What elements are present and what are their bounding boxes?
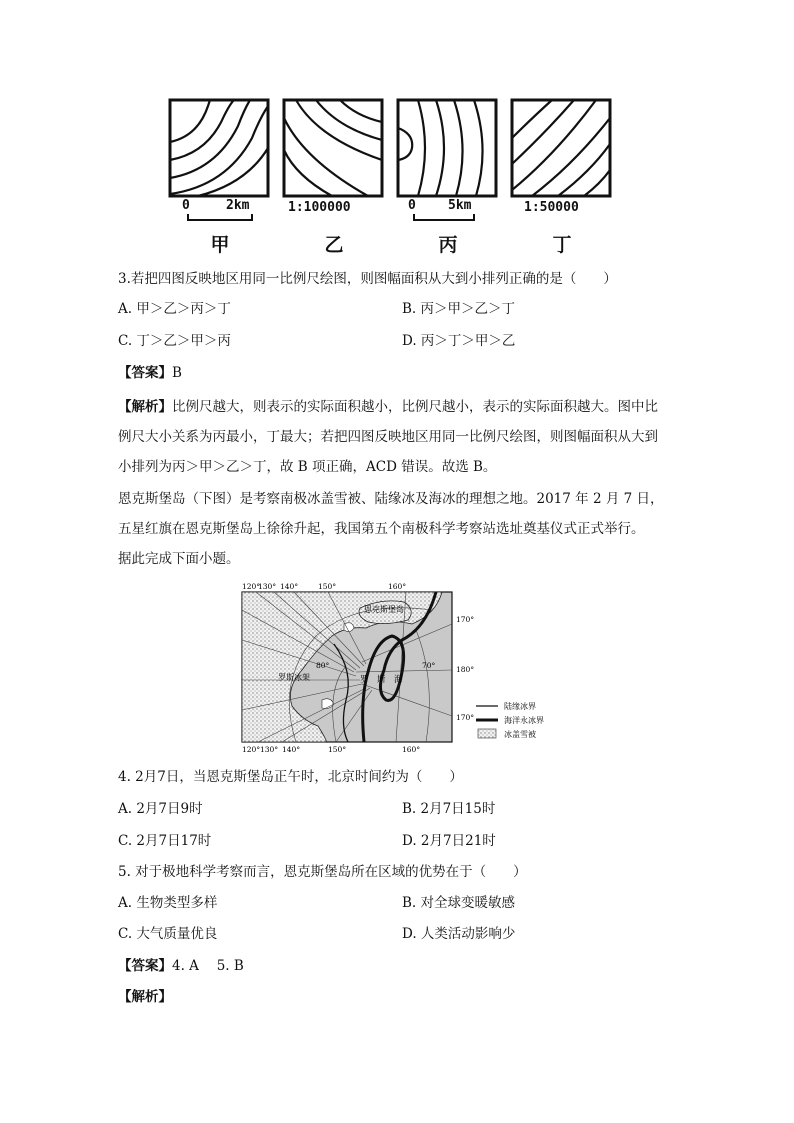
answer-value: B [172,365,182,381]
q45-answer [118,955,244,977]
q45-analysis-label: 【解析】 [118,989,172,1005]
intro-paragraph [118,484,664,574]
lon-label-top: 130° [258,582,277,591]
scale-end: 5km [448,198,472,213]
scale-bar [396,200,500,222]
figure-jia [168,98,272,263]
scale-ratio-text: 1:50000 [524,200,579,215]
legend-snow-cover: 冰盖雪被 [504,730,536,739]
scale-ratio-text: 1:100000 [288,200,351,215]
scale-start: 0 [408,198,416,213]
contour-map-jia [168,98,272,198]
q3-analysis [118,392,658,482]
lon-label-right: 180° [456,665,475,674]
q3-answer [118,362,182,384]
figure-label: 乙 [324,234,344,256]
q3-option-a: A. 甲＞乙＞丙＞丁 [118,301,231,317]
q4-option-c: C. 2月7日17时 [118,833,212,849]
q4-option-d: D. 2月7日21时 [402,833,496,849]
q3-option-d: D. 丙＞丁＞甲＞乙 [402,333,516,349]
contour-map-ding [510,98,614,198]
q3-option-c: C. 丁＞乙＞甲＞丙 [118,333,231,349]
figure-label: 甲 [210,234,230,256]
place-label-island: 恩克斯堡岛 [364,605,404,614]
lat-label: 70° [422,661,436,670]
lon-label-bottom: 140° [282,745,301,754]
figure-ding [510,98,614,263]
q5-stem: 5. 对于极地科学考察而言，恩克斯堡岛所在区域的优势在于（ ） [118,864,527,880]
analysis-line: 比例尺越大，则表示的实际面积越小，比例尺越小，表示的实际面积越大。图中比 [172,399,658,415]
map-legend [476,701,544,739]
contour-figures [168,98,608,263]
legend-coastal-ice: 陆缘冰界 [504,702,536,711]
lon-label-bottom: 120° [242,745,261,754]
answer-label: 【答案】 [118,958,172,974]
lon-label-right: 170° [456,713,475,722]
analysis-line: 小排列为丙＞甲＞乙＞丁，故 B 项正确，ACD 错误。故选 B。 [118,459,497,475]
q4-option-b: B. 2月7日15时 [402,801,496,817]
place-label-shelf: 罗斯冰架 [278,673,310,682]
figure-yi [282,98,386,263]
figure-label: 丁 [552,234,572,256]
contour-map-bing [396,98,500,198]
analysis-line: 例尺大小关系为丙最小，丁最大；若把四图反映地区用同一比例尺绘图，则图幅面积从大到 [118,429,658,445]
scale-end: 2km [226,198,250,213]
figure-bing [396,98,500,263]
lon-label-bottom: 150° [328,745,347,754]
place-label-sea: 罗 斯 海 [360,675,403,685]
scale-ratio [510,200,614,222]
analysis-label: 【解析】 [118,399,172,415]
figure-label: 丙 [438,234,458,256]
q4-stem: 4. 2月7日，当恩克斯堡岛正午时，北京时间约为（ ） [118,769,463,785]
q5-option-a: A. 生物类型多样 [118,895,218,911]
lat-label: 80° [316,661,330,670]
intro-line: 据此完成下面小题。 [118,551,240,567]
lon-label-top: 120° [242,582,261,591]
lon-label-right: 170° [456,615,475,624]
q5-option-d: D. 人类活动影响少 [402,926,516,942]
legend-sea-ice: 海洋永冰界 [504,716,544,725]
q3-stem: 3.若把四图反映地区用同一比例尺绘图，则图幅面积从大到小排列正确的是（ ） [118,271,617,287]
answer-value: 4. A 5. B [172,958,244,974]
intro-line: 恩克斯堡岛（下图）是考察南极冰盖雪被、陆缘冰及海冰的理想之地。2017 年 2 月 7 日， [118,491,664,507]
intro-line: 五星红旗在恩克斯堡岛上徐徐升起，我国第五个南极科学考察站选址奠基仪式正式举行。 [118,521,645,537]
q5-option-b: B. 对全球变暖敏感 [402,895,516,911]
lon-label-top: 160° [388,582,407,591]
lon-label-top: 140° [280,582,299,591]
lon-label-bottom: 130° [260,745,279,754]
q4-option-a: A. 2月7日9时 [118,801,203,817]
antarctic-map [236,580,566,758]
scale-start: 0 [182,198,190,213]
q5-option-c: C. 大气质量优良 [118,926,218,942]
q3-option-b: B. 丙＞甲＞乙＞丁 [402,301,516,317]
lon-label-top: 150° [318,582,337,591]
map-figure [236,580,566,758]
lon-label-bottom: 160° [402,745,421,754]
scale-ratio [282,200,386,222]
contour-map-yi [282,98,386,198]
answer-label: 【答案】 [118,365,172,381]
scale-bar [168,200,272,222]
